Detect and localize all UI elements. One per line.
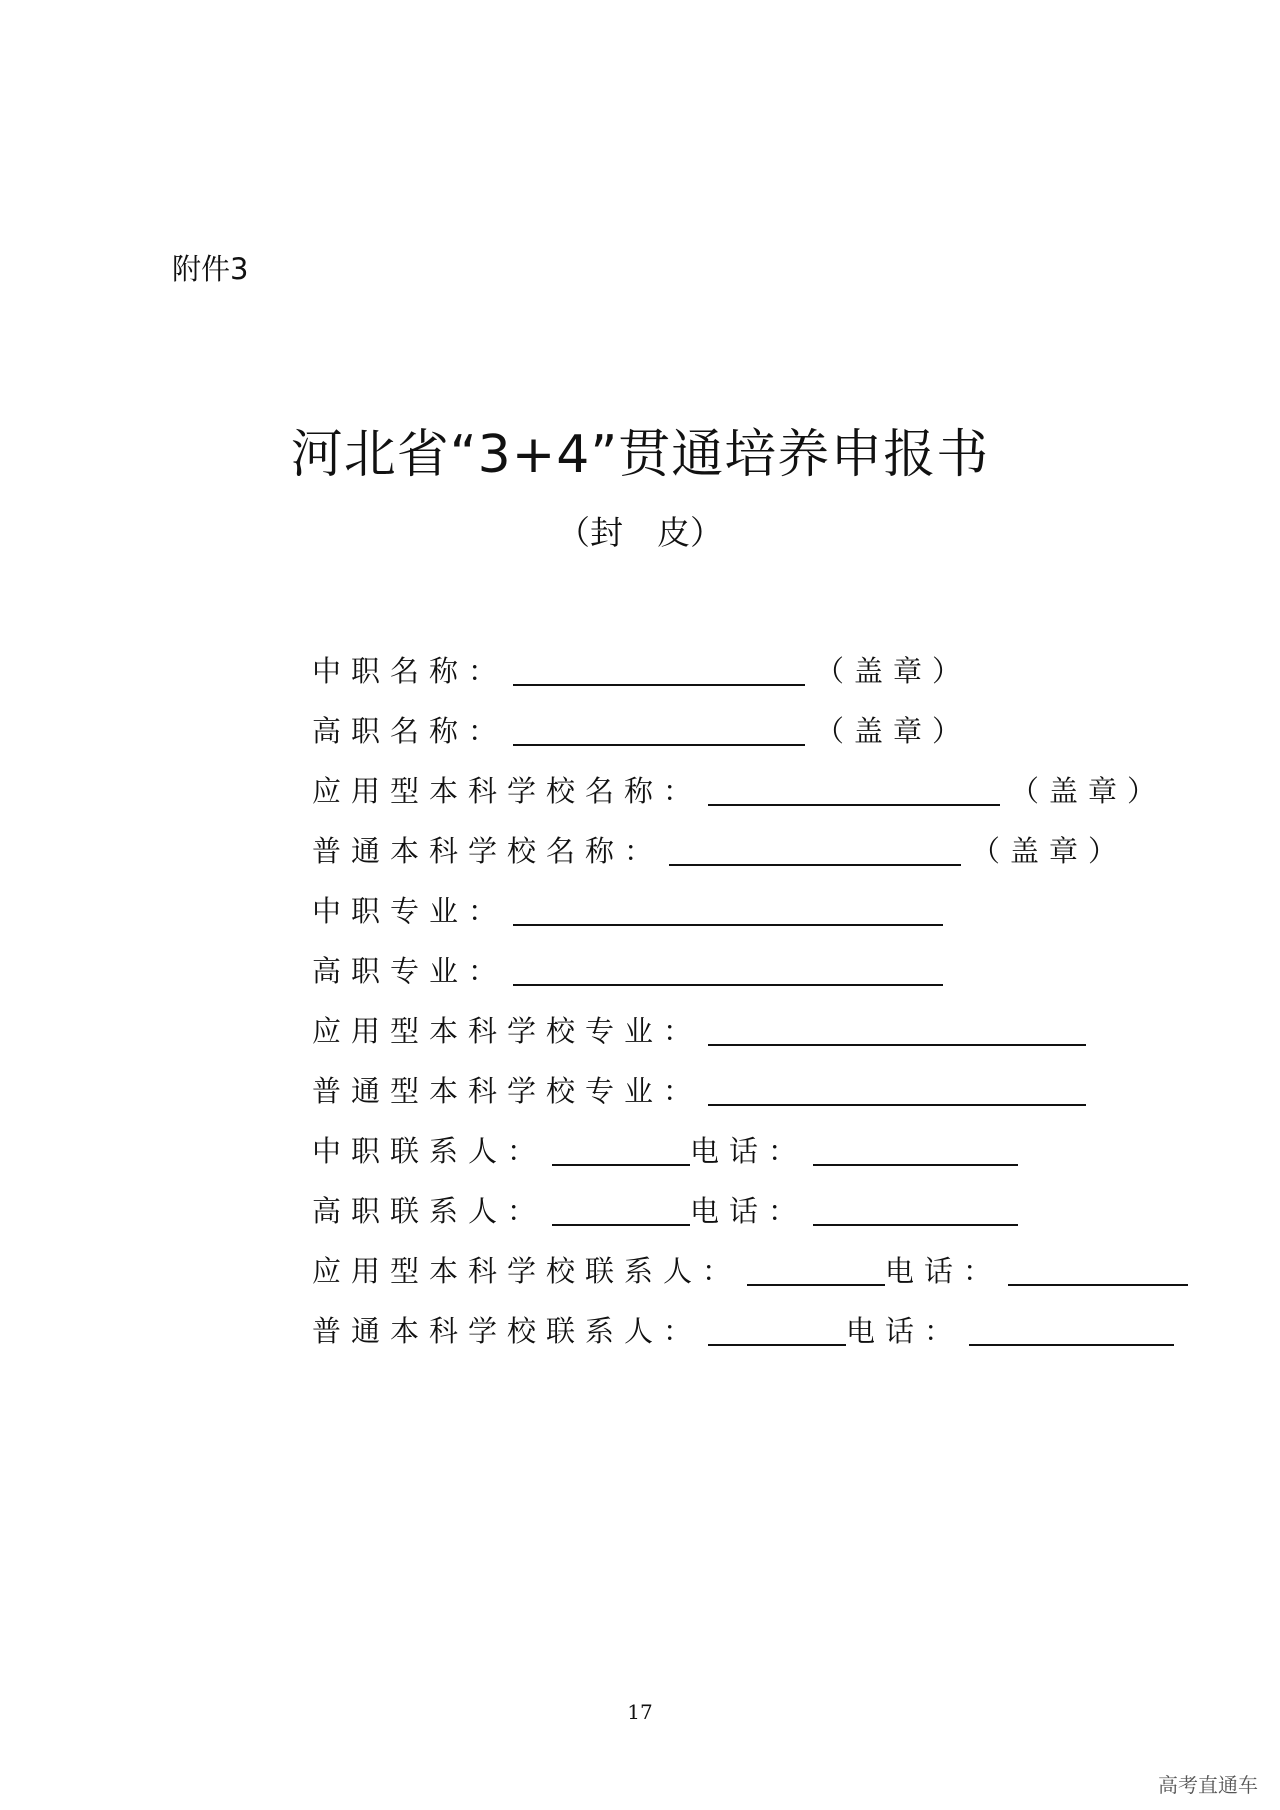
phone-label: 电话 [846, 1314, 925, 1348]
regular-univ-phone-input[interactable] [969, 1308, 1174, 1346]
colon: ： [507, 1134, 547, 1168]
secondary-major-input[interactable] [513, 888, 943, 926]
applied-univ-contact-input[interactable] [747, 1248, 885, 1286]
colon: ： [663, 1014, 703, 1048]
applied-univ-major-input[interactable] [708, 1008, 1086, 1046]
higher-name-label: 高职名称 [312, 714, 469, 748]
row-applied-univ-contact [312, 1240, 1188, 1290]
row-regular-univ-major [312, 1060, 1086, 1110]
colon: ： [663, 1314, 703, 1348]
applied-univ-name-label: 应用型本科学校名称 [312, 774, 664, 808]
row-secondary-major [312, 880, 943, 930]
higher-phone-input[interactable] [813, 1188, 1018, 1226]
subtitle [0, 507, 1280, 554]
page-number: 17 [627, 1700, 653, 1724]
seal-label: （盖章） [971, 834, 1128, 868]
colon: ： [963, 1254, 1003, 1288]
seal-label: （盖章） [1010, 774, 1167, 808]
colon: ： [768, 1134, 808, 1168]
row-higher-major [312, 940, 943, 990]
secondary-major-label: 中职专业 [312, 894, 469, 928]
subtitle-right: 皮） [657, 513, 723, 552]
colon: ： [624, 834, 664, 868]
regular-univ-contact-label: 普通本科学校联系人 [312, 1314, 664, 1348]
applied-univ-contact-label: 应用型本科学校联系人 [312, 1254, 703, 1288]
colon: ： [702, 1254, 742, 1288]
row-higher-contact [312, 1180, 1018, 1230]
colon: ： [468, 894, 508, 928]
colon: ： [468, 954, 508, 988]
phone-label: 电话 [690, 1194, 769, 1228]
secondary-contact-label: 中职联系人 [312, 1134, 508, 1168]
colon: ： [468, 654, 508, 688]
regular-univ-name-label: 普通本科学校名称 [312, 834, 625, 868]
row-secondary-contact [312, 1120, 1018, 1170]
secondary-name-label: 中职名称 [312, 654, 469, 688]
secondary-contact-input[interactable] [552, 1128, 690, 1166]
higher-contact-label: 高职联系人 [312, 1194, 508, 1228]
row-regular-univ-name [312, 820, 1127, 870]
colon: ： [768, 1194, 808, 1228]
row-applied-univ-name [312, 760, 1166, 810]
applied-univ-major-label: 应用型本科学校专业 [312, 1014, 664, 1048]
row-higher-name [312, 700, 971, 750]
row-regular-univ-contact [312, 1300, 1174, 1350]
higher-major-label: 高职专业 [312, 954, 469, 988]
applied-univ-name-input[interactable] [708, 768, 1000, 806]
colon: ： [924, 1314, 964, 1348]
higher-contact-input[interactable] [552, 1188, 690, 1226]
seal-label: （盖章） [815, 654, 972, 688]
subtitle-left: （封 [557, 513, 623, 552]
row-applied-univ-major [312, 1000, 1086, 1050]
regular-univ-major-input[interactable] [708, 1068, 1086, 1106]
page-title: 河北省“3+4”贯通培养申报书 [290, 425, 990, 485]
colon: ： [663, 1074, 703, 1108]
regular-univ-contact-input[interactable] [708, 1308, 846, 1346]
higher-major-input[interactable] [513, 948, 943, 986]
secondary-name-input[interactable] [513, 648, 805, 686]
applied-univ-phone-input[interactable] [1008, 1248, 1188, 1286]
secondary-phone-input[interactable] [813, 1128, 1018, 1166]
colon: ： [663, 774, 703, 808]
seal-label: （盖章） [815, 714, 972, 748]
attachment-label: 附件3 [172, 252, 249, 286]
regular-univ-name-input[interactable] [669, 828, 961, 866]
colon: ： [507, 1194, 547, 1228]
watermark: 高考直通车 [1158, 1773, 1258, 1797]
colon: ： [468, 714, 508, 748]
regular-univ-major-label: 普通型本科学校专业 [312, 1074, 664, 1108]
phone-label: 电话 [885, 1254, 964, 1288]
higher-name-input[interactable] [513, 708, 805, 746]
row-secondary-name [312, 640, 971, 690]
phone-label: 电话 [690, 1134, 769, 1168]
